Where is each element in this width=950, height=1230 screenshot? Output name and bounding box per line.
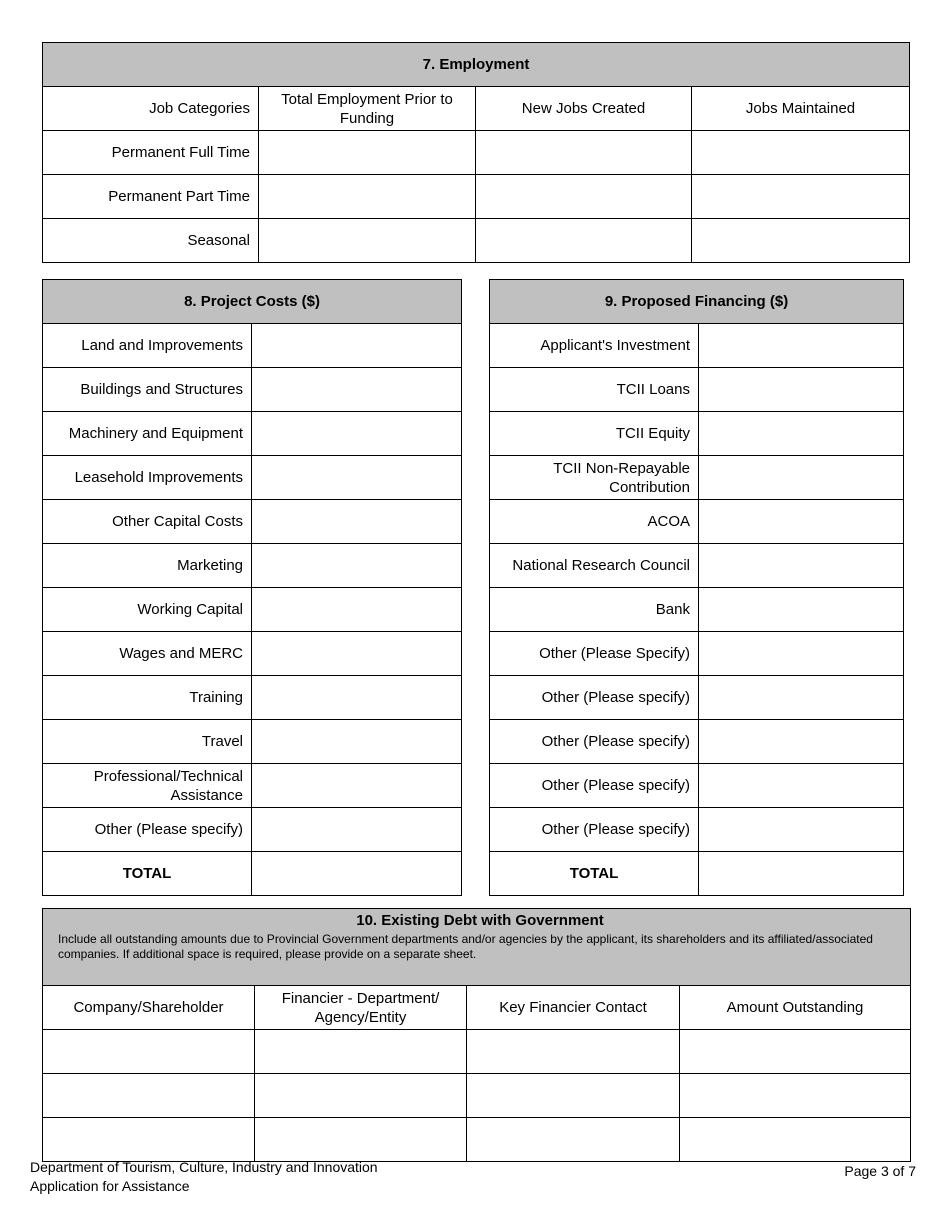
- input-cell[interactable]: [476, 219, 692, 263]
- input-cell[interactable]: [467, 1074, 680, 1118]
- finance-other-2-input[interactable]: [707, 678, 895, 718]
- input-cell[interactable]: [255, 1118, 467, 1162]
- cost-label-professional: Professional/Technical Assistance: [43, 764, 252, 808]
- debt-header: [43, 909, 911, 986]
- input-cell[interactable]: [692, 131, 910, 175]
- input-cell[interactable]: [699, 324, 904, 368]
- table-row: [490, 676, 904, 720]
- cost-leasehold-input[interactable]: [260, 458, 453, 498]
- employment-table: [42, 42, 910, 263]
- row-label-permanent-full-time: Permanent Full Time: [43, 131, 259, 175]
- debt-note: Include all outstanding amounts due to Provincial Government departments and/or agencies by the applicant, its shareholders and its affiliated/associated companies. If additional space is required, please provide on a separate sheet.: [58, 932, 873, 961]
- cost-total-label: TOTAL: [43, 852, 252, 896]
- input-cell[interactable]: [252, 676, 462, 720]
- table-row: [490, 456, 904, 500]
- table-row: [43, 368, 462, 412]
- financing-table: [489, 279, 904, 896]
- prior-employment-part-time-input[interactable]: [267, 177, 467, 217]
- debt-amount-input-3[interactable]: [688, 1120, 902, 1160]
- debt-contact-input-1[interactable]: [475, 1032, 671, 1072]
- input-cell[interactable]: [252, 764, 462, 808]
- cost-label-travel: Travel: [43, 720, 252, 764]
- table-row: [43, 720, 462, 764]
- debt-company-input-3[interactable]: [51, 1120, 246, 1160]
- input-cell[interactable]: [252, 456, 462, 500]
- row-label-permanent-part-time: Permanent Part Time: [43, 175, 259, 219]
- input-cell[interactable]: [252, 720, 462, 764]
- footer-page-number: Page 3 of 7: [844, 1163, 916, 1179]
- cost-travel-input[interactable]: [260, 722, 453, 762]
- table-row: [43, 852, 462, 896]
- finance-label-other-4: Other (Please specify): [490, 764, 699, 808]
- debt-financier-input-3[interactable]: [263, 1120, 458, 1160]
- input-cell[interactable]: [680, 1118, 911, 1162]
- cost-label-working-capital: Working Capital: [43, 588, 252, 632]
- prior-employment-full-time-input[interactable]: [267, 133, 467, 173]
- table-row: [43, 1074, 911, 1118]
- footer-left: [30, 1158, 378, 1196]
- finance-total-input[interactable]: [707, 854, 895, 894]
- table-row: [43, 588, 462, 632]
- table-row: [43, 175, 910, 219]
- table-row: [490, 852, 904, 896]
- input-cell[interactable]: [252, 632, 462, 676]
- col-header-company: Company/Shareholder: [43, 986, 255, 1030]
- cost-label-marketing: Marketing: [43, 544, 252, 588]
- table-row: [490, 720, 904, 764]
- table-row: [43, 632, 462, 676]
- table-row: [43, 131, 910, 175]
- input-cell[interactable]: [699, 720, 904, 764]
- input-cell[interactable]: [259, 219, 476, 263]
- cost-training-input[interactable]: [260, 678, 453, 718]
- input-cell[interactable]: [252, 368, 462, 412]
- cost-wages-input[interactable]: [260, 634, 453, 674]
- col-header-contact: Key Financier Contact: [467, 986, 680, 1030]
- input-cell[interactable]: [252, 852, 462, 896]
- debt-financier-input-2[interactable]: [263, 1076, 458, 1116]
- finance-label-tcii-nonrepayable: TCII Non-Repayable Contribution: [490, 456, 699, 500]
- debt-financier-input-1[interactable]: [263, 1032, 458, 1072]
- input-cell[interactable]: [476, 131, 692, 175]
- input-cell[interactable]: [699, 456, 904, 500]
- table-row: [43, 676, 462, 720]
- col-header-jobs-maintained: Jobs Maintained: [692, 87, 910, 131]
- table-row: [43, 1118, 911, 1162]
- finance-label-applicant: Applicant's Investment: [490, 324, 699, 368]
- project-costs-title: 8. Project Costs ($): [43, 280, 462, 324]
- cost-label-machinery: Machinery and Equipment: [43, 412, 252, 456]
- input-cell[interactable]: [255, 1074, 467, 1118]
- input-cell[interactable]: [43, 1030, 255, 1074]
- table-row: [490, 808, 904, 852]
- debt-contact-input-3[interactable]: [475, 1120, 671, 1160]
- finance-label-nrc: National Research Council: [490, 544, 699, 588]
- finance-other-5-input[interactable]: [707, 810, 895, 850]
- prior-employment-seasonal-input[interactable]: [267, 221, 467, 261]
- finance-nrc-input[interactable]: [707, 546, 895, 586]
- input-cell[interactable]: [43, 1074, 255, 1118]
- cost-other-input[interactable]: [260, 810, 453, 850]
- jobs-maintained-full-time-input[interactable]: [700, 133, 901, 173]
- input-cell[interactable]: [699, 852, 904, 896]
- jobs-maintained-part-time-input[interactable]: [700, 177, 901, 217]
- table-row: [43, 544, 462, 588]
- debt-contact-input-2[interactable]: [475, 1076, 671, 1116]
- table-row: [43, 456, 462, 500]
- cost-other-capital-input[interactable]: [260, 502, 453, 542]
- cost-machinery-input[interactable]: [260, 414, 453, 454]
- input-cell[interactable]: [699, 632, 904, 676]
- input-cell[interactable]: [680, 1030, 911, 1074]
- debt-amount-input-2[interactable]: [688, 1076, 902, 1116]
- input-cell[interactable]: [255, 1030, 467, 1074]
- finance-label-other-3: Other (Please specify): [490, 720, 699, 764]
- table-row: [490, 588, 904, 632]
- debt-title: 10. Existing Debt with Government: [356, 912, 604, 929]
- input-cell[interactable]: [699, 588, 904, 632]
- input-cell[interactable]: [699, 764, 904, 808]
- cost-label-other-capital: Other Capital Costs: [43, 500, 252, 544]
- cost-label-land: Land and Improvements: [43, 324, 252, 368]
- table-row: [490, 368, 904, 412]
- input-cell[interactable]: [43, 1118, 255, 1162]
- finance-other-3-input[interactable]: [707, 722, 895, 762]
- cost-working-capital-input[interactable]: [260, 590, 453, 630]
- input-cell[interactable]: [252, 588, 462, 632]
- cost-marketing-input[interactable]: [260, 546, 453, 586]
- input-cell[interactable]: [680, 1074, 911, 1118]
- cost-label-other: Other (Please specify): [43, 808, 252, 852]
- new-jobs-part-time-input[interactable]: [484, 177, 683, 217]
- input-cell[interactable]: [692, 175, 910, 219]
- table-row: [43, 412, 462, 456]
- table-row: [490, 412, 904, 456]
- cost-buildings-input[interactable]: [260, 370, 453, 410]
- col-header-new-jobs: New Jobs Created: [476, 87, 692, 131]
- finance-applicant-input[interactable]: [707, 326, 895, 366]
- input-cell[interactable]: [259, 131, 476, 175]
- finance-tcii-equity-input[interactable]: [707, 414, 895, 454]
- input-cell[interactable]: [252, 544, 462, 588]
- finance-bank-input[interactable]: [707, 590, 895, 630]
- table-row: [43, 219, 910, 263]
- debt-amount-input-1[interactable]: [688, 1032, 902, 1072]
- debt-table: [42, 908, 911, 1162]
- input-cell[interactable]: [699, 412, 904, 456]
- table-row: [43, 324, 462, 368]
- table-row: [490, 632, 904, 676]
- table-row: [43, 808, 462, 852]
- finance-label-tcii-loans: TCII Loans: [490, 368, 699, 412]
- cost-land-input[interactable]: [260, 326, 453, 366]
- input-cell[interactable]: [252, 500, 462, 544]
- input-cell[interactable]: [252, 808, 462, 852]
- table-row: [490, 764, 904, 808]
- input-cell[interactable]: [252, 324, 462, 368]
- finance-acoa-input[interactable]: [707, 502, 895, 542]
- input-cell[interactable]: [699, 544, 904, 588]
- table-row: [490, 544, 904, 588]
- input-cell[interactable]: [467, 1118, 680, 1162]
- footer-department: Department of Tourism, Culture, Industry and Innovation: [30, 1159, 378, 1175]
- input-cell[interactable]: [699, 808, 904, 852]
- finance-label-other-2: Other (Please specify): [490, 676, 699, 720]
- cost-professional-input[interactable]: [260, 766, 453, 806]
- row-label-seasonal: Seasonal: [43, 219, 259, 263]
- jobs-maintained-seasonal-input[interactable]: [700, 221, 901, 261]
- input-cell[interactable]: [699, 368, 904, 412]
- table-row: [43, 1030, 911, 1074]
- footer-form-name: Application for Assistance: [30, 1178, 190, 1194]
- cost-total-input[interactable]: [260, 854, 453, 894]
- finance-total-label: TOTAL: [490, 852, 699, 896]
- input-cell[interactable]: [259, 175, 476, 219]
- debt-company-input-2[interactable]: [51, 1076, 246, 1116]
- finance-label-other-1: Other (Please Specify): [490, 632, 699, 676]
- employment-title: 7. Employment: [43, 43, 910, 87]
- table-row: [43, 764, 462, 808]
- input-cell[interactable]: [699, 500, 904, 544]
- input-cell[interactable]: [252, 412, 462, 456]
- cost-label-wages: Wages and MERC: [43, 632, 252, 676]
- col-header-job-categories: Job Categories: [43, 87, 259, 131]
- finance-other-1-input[interactable]: [707, 634, 895, 674]
- col-header-amount: Amount Outstanding: [680, 986, 911, 1030]
- debt-company-input-1[interactable]: [51, 1032, 246, 1072]
- finance-label-bank: Bank: [490, 588, 699, 632]
- finance-label-acoa: ACOA: [490, 500, 699, 544]
- financing-title: 9. Proposed Financing ($): [490, 280, 904, 324]
- input-cell[interactable]: [476, 175, 692, 219]
- project-costs-table: [42, 279, 462, 896]
- cost-label-leasehold: Leasehold Improvements: [43, 456, 252, 500]
- table-row: [490, 500, 904, 544]
- finance-label-tcii-equity: TCII Equity: [490, 412, 699, 456]
- cost-label-training: Training: [43, 676, 252, 720]
- new-jobs-seasonal-input[interactable]: [484, 221, 683, 261]
- finance-tcii-loans-input[interactable]: [707, 370, 895, 410]
- finance-tcii-nonrepayable-input[interactable]: [707, 458, 895, 498]
- table-row: [43, 500, 462, 544]
- finance-other-4-input[interactable]: [707, 766, 895, 806]
- new-jobs-full-time-input[interactable]: [484, 133, 683, 173]
- cost-label-buildings: Buildings and Structures: [43, 368, 252, 412]
- input-cell[interactable]: [467, 1030, 680, 1074]
- table-row: [490, 324, 904, 368]
- input-cell[interactable]: [692, 219, 910, 263]
- finance-label-other-5: Other (Please specify): [490, 808, 699, 852]
- col-header-financier: Financier - Department/ Agency/Entity: [255, 986, 467, 1030]
- input-cell[interactable]: [699, 676, 904, 720]
- col-header-prior-employment: Total Employment Prior to Funding: [259, 87, 476, 131]
